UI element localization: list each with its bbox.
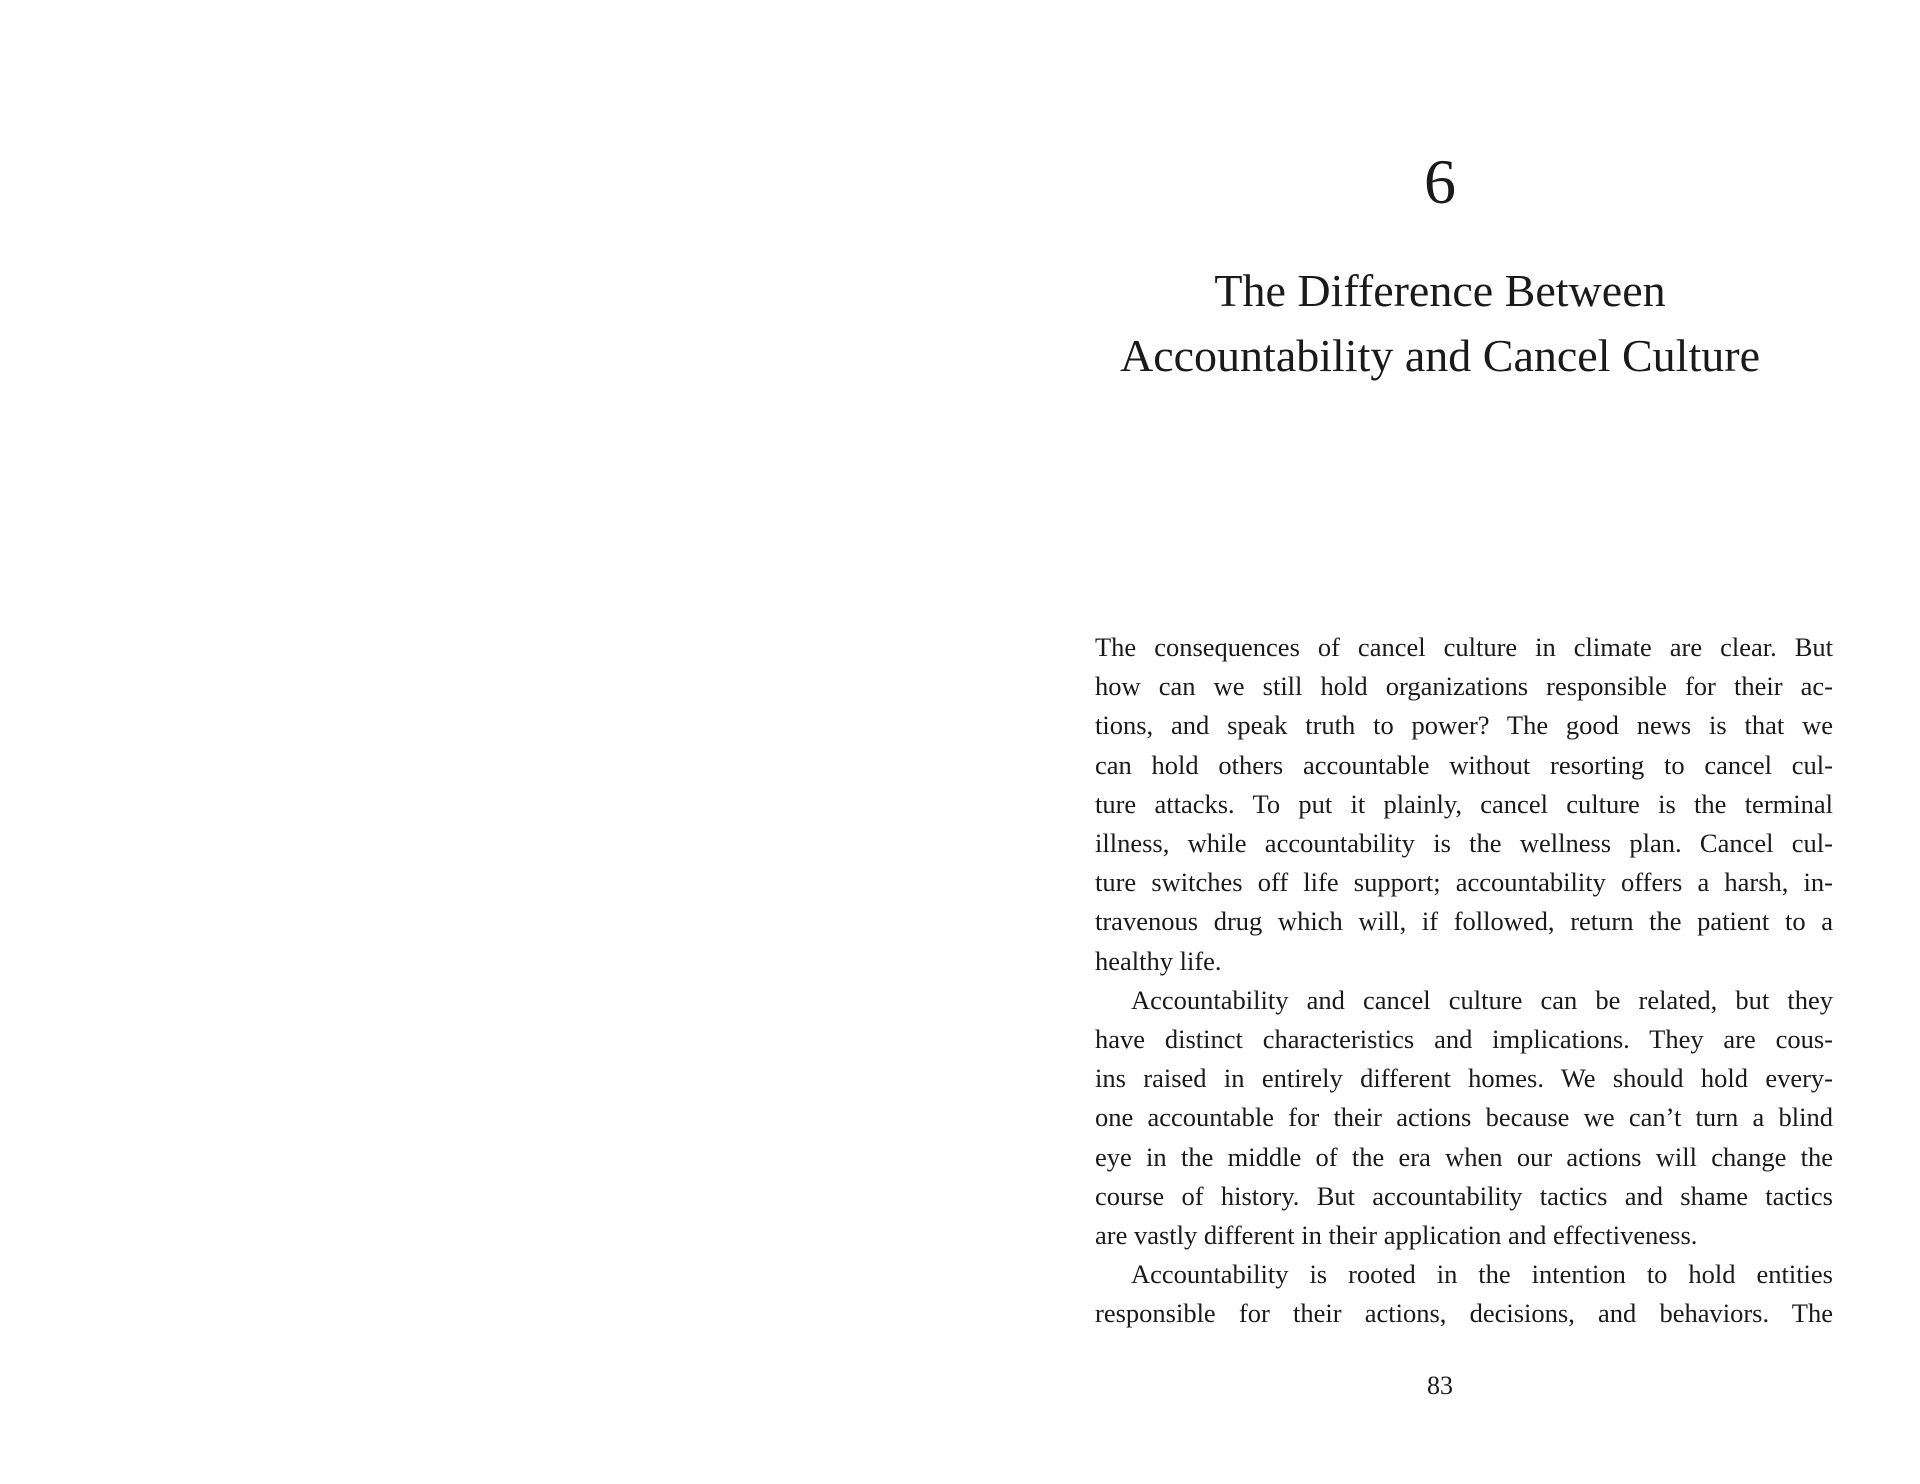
text-line: Accountability and cancel culture can be related, but they bbox=[1131, 984, 1833, 1015]
text-line: have distinct characteristics and implications. They are cous- bbox=[1095, 1024, 1833, 1055]
text-line: are vastly different in their application and effectiveness. bbox=[1095, 1220, 1698, 1251]
text-line: one accountable for their actions because we can’t turn a blind bbox=[1095, 1102, 1833, 1133]
text-line: responsible for their actions, decisions, and behaviors. The bbox=[1095, 1298, 1833, 1329]
text-line: ture switches off life support; accountability offers a harsh, in- bbox=[1095, 867, 1833, 898]
paragraph-2 bbox=[1095, 981, 1833, 1255]
text-line: eye in the middle of the era when our actions will change the bbox=[1095, 1141, 1833, 1172]
text-line: healthy life. bbox=[1095, 945, 1222, 976]
text-line: The consequences of cancel culture in climate are clear. But bbox=[1095, 632, 1833, 662]
text-line: ins raised in entirely different homes. We should hold every- bbox=[1095, 1063, 1833, 1094]
paragraph-3 bbox=[1095, 1255, 1833, 1333]
text-line: travenous drug which will, if followed, return the patient to a bbox=[1095, 906, 1833, 937]
text-line: course of history. But accountability tactics and shame tactics bbox=[1095, 1180, 1833, 1211]
chapter-number: 6 bbox=[1424, 146, 1456, 217]
chapter-title-line: The Difference Between bbox=[1214, 265, 1666, 316]
text-line: illness, while accountability is the wellness plan. Cancel cul- bbox=[1095, 828, 1833, 859]
right-page bbox=[960, 0, 1920, 1484]
text-line: how can we still hold organizations responsible for their ac- bbox=[1095, 671, 1833, 702]
chapter-title bbox=[1040, 258, 1840, 388]
page-number: 83 bbox=[1427, 1371, 1453, 1400]
paragraph-1 bbox=[1095, 628, 1833, 981]
text-line: Accountability is rooted in the intention to hold entities bbox=[1131, 1259, 1833, 1290]
text-line: can hold others accountable without resorting to cancel cul- bbox=[1095, 749, 1833, 780]
chapter-title-line: Accountability and Cancel Culture bbox=[1120, 330, 1760, 381]
body-text bbox=[1095, 628, 1833, 1334]
text-line: ture attacks. To put it plainly, cancel culture is the terminal bbox=[1095, 788, 1833, 819]
text-line: tions, and speak truth to power? The good news is that we bbox=[1095, 710, 1833, 741]
